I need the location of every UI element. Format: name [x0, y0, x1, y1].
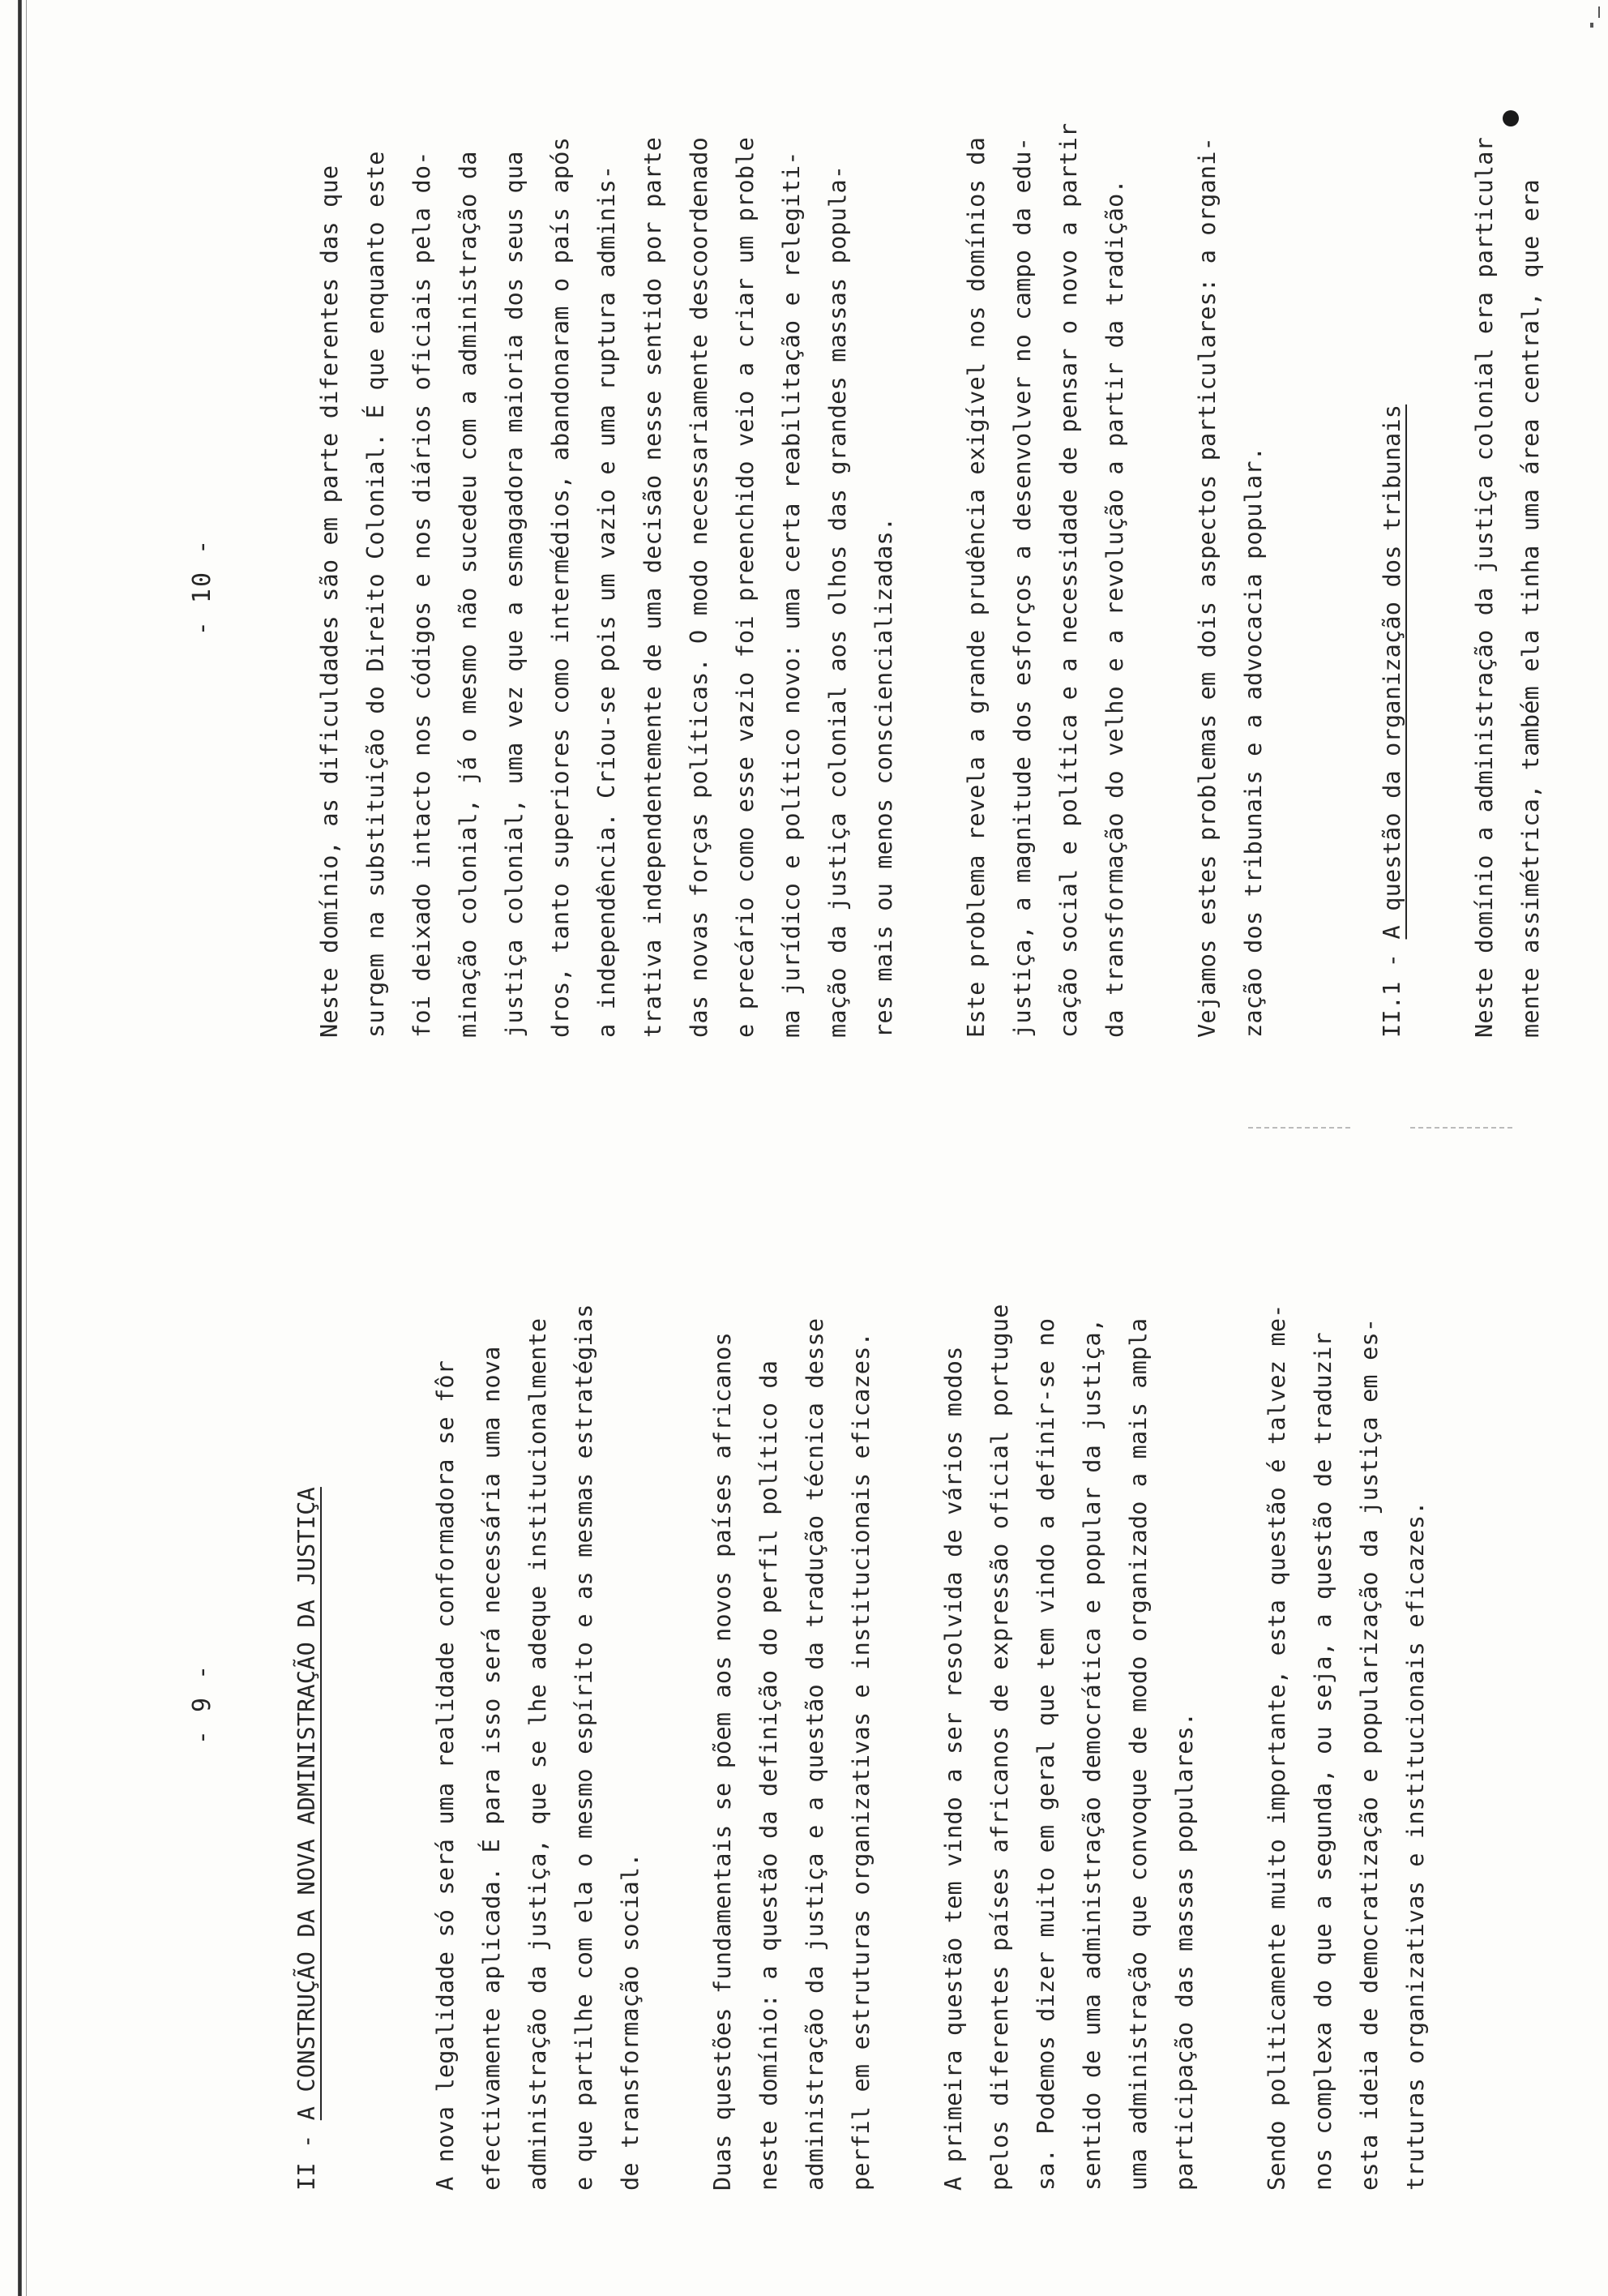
text-line: nos complexa do que a segunda, ou seja, a questão de traduzir: [1310, 1332, 1336, 2191]
text-line: zação dos tribunais e a advocacia popular.: [1240, 446, 1267, 1038]
text-line: trativa independentemente de uma decisão nesse sentido por parte: [639, 137, 666, 1038]
page-9: [0, 1148, 1608, 2296]
text-line: Sendo politicamente muito importante, esta questão é talvez me-: [1264, 1304, 1290, 2191]
text-line: minação colonial, já o mesmo não sucedeu com a administração da: [455, 151, 481, 1038]
paragraph: [1461, 138, 1554, 1038]
text-line: da transformação do velho e a revolução a partir da tradição.: [1101, 179, 1128, 1038]
page-10-body: [306, 122, 1600, 1038]
text-line: dros, tanto superiores como intermédios, abandonaram o país após: [547, 137, 574, 1038]
text-line: esta ideia de democratização e popularização da justiça em es-: [1356, 1317, 1383, 2191]
text-line: de transformação social.: [617, 1853, 644, 2191]
paragraph: [953, 122, 1138, 1038]
page-9-body: [284, 1283, 1485, 2191]
text-line: Este problema revela a grande prudência exigível nos domínios da: [963, 137, 990, 1038]
text-line: Vejamos estes problemas em dois aspectos particulares: a organi-: [1194, 137, 1221, 1038]
subsection-heading: [1369, 138, 1415, 1038]
text-line: justiça colonial, uma vez que a esmagadora maioria dos seus qua: [501, 151, 528, 1038]
text-line: truturas organizativas e institucionais eficazes.: [1402, 1501, 1429, 2191]
text-line: sa. Podemos dizer muito em geral que tem vindo a definir-se no: [1033, 1317, 1059, 2191]
text-line: efectivamente aplicada. É para isso será necessária uma nova: [478, 1346, 505, 2191]
text-line: foi deixado intacto nos códigos e nos diários oficiais pela do-: [408, 151, 435, 1038]
text-line: uma administração que convoque de modo organizado a mais ampla: [1125, 1317, 1152, 2191]
paragraph: [1254, 1283, 1439, 2191]
text-line: Neste domínio, as dificuldades são em parte diferentes das que: [316, 165, 343, 1038]
paragraph: [699, 1283, 884, 2191]
text-line: res mais ou menos consciencializadas.: [870, 516, 897, 1038]
text-line: perfil em estruturas organizativas e institucionais eficazes.: [848, 1332, 875, 2191]
text-line: Neste domínio a administração da justiça colonial era particular: [1471, 137, 1498, 1038]
text-line: sentido de uma administração democrática e popular da justiça,: [1079, 1317, 1106, 2191]
text-line: mação da justiça colonial aos olhos das grandes massas popula-: [824, 165, 851, 1038]
text-line: e precário como esse vazio foi preenchido veio a criar um proble: [732, 137, 759, 1038]
subsection-heading-title: A questão da organização dos tribunais: [1379, 404, 1405, 940]
paragraph: [422, 1283, 653, 2191]
page-number: - 10 -: [188, 538, 216, 636]
text-line: justiça, a magnitude dos esforços a desenvolver no campo da edu-: [1009, 137, 1036, 1038]
subsection-heading-number: II.1 -: [1379, 939, 1405, 1038]
text-line: neste domínio: a questão da definição do perfil político da: [755, 1360, 782, 2191]
text-line: ma jurídico e político novo: uma certa reabilitação e relegiti-: [778, 151, 805, 1038]
text-line: participação das massas populares.: [1171, 1711, 1198, 2191]
text-line: pelos diferentes países africanos de expressão oficial portugue: [986, 1304, 1013, 2191]
text-line: A nova legalidade só será uma realidade conformadora se fôr: [432, 1360, 459, 2191]
text-line: mente assimétrica, também ela tinha uma área central, que era: [1517, 179, 1544, 1038]
text-line: cação social e política e a necessidade de pensar o novo a partir: [1055, 122, 1082, 1038]
section-heading-number: II -: [293, 2120, 320, 2191]
page-number: - 9 -: [188, 1663, 216, 1746]
section-heading-title: A CONSTRUÇÃO DA NOVA ADMINISTRAÇÃO DA JUSTIÇA: [293, 1487, 320, 2121]
text-line: e que partilhe com ela o mesmo espírito e as mesmas estratégias: [571, 1304, 597, 2191]
paragraph: [1184, 138, 1277, 1038]
text-line: a independência. Criou-se pois um vazio e uma ruptura adminis-: [593, 165, 620, 1038]
text-line: administração da justiça, que se lhe adeque institucionalmente: [524, 1317, 551, 2191]
text-line: administração da justiça e a questão da tradução técnica desse: [802, 1317, 828, 2191]
text-line: das novas forças políticas. O modo necessariamente descoordenado: [686, 137, 712, 1038]
section-heading: [284, 1283, 330, 2191]
text-line: surgem na substituição do Direito Colonial. É que enquanto este: [362, 151, 389, 1038]
paragraph: [306, 138, 907, 1038]
paragraph: [930, 1283, 1208, 2191]
text-line: A primeira questão tem vindo a ser resolvida de vários modos: [940, 1346, 967, 2191]
text-line: Duas questões fundamentais se põem aos novos países africanos: [709, 1332, 736, 2191]
